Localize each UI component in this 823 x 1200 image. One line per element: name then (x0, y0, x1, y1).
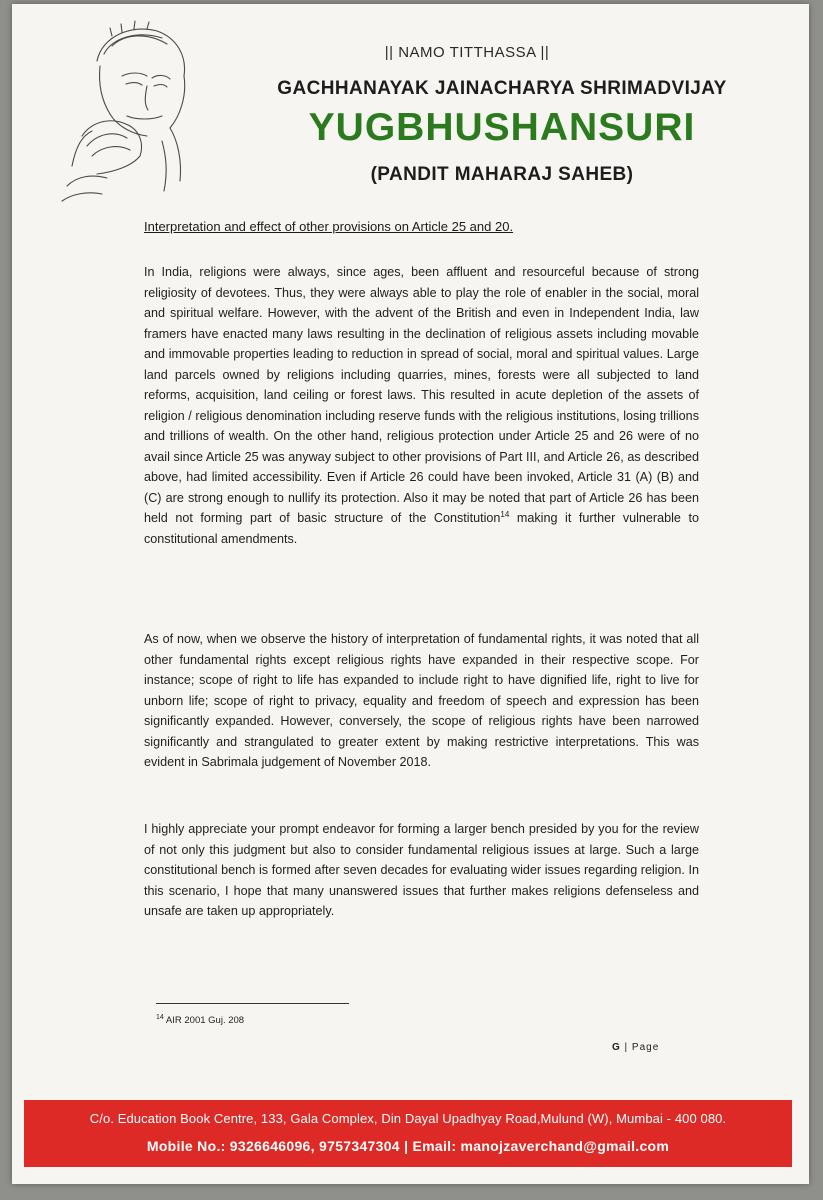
footnote-text: AIR 2001 Guj. 208 (163, 1015, 245, 1026)
section-heading: Interpretation and effect of other provisions on Article 25 and 20. (144, 219, 514, 234)
paragraph-1 (144, 262, 699, 549)
paragraph-1-tail: making it further vulnerable to constitutional amendments. (144, 511, 699, 546)
footnote-ref: 14 (500, 509, 510, 519)
footnote (156, 1015, 244, 1026)
footer-contact: Mobile No.: 9326646096, 9757347304 | Email: manojzaverchand@gmail.com (146, 1138, 670, 1154)
portrait-sketch-icon (52, 16, 202, 211)
title-subtitle: (PANDIT MAHARAJ SAHEB) (370, 164, 634, 185)
paragraph-3: I highly appreciate your prompt endeavor for forming a larger bench presided by you for the review of not only this judgment but also to consider fundamental religious issues at large. Such a large constitutional bench is formed after seven decades for evaluating wider issues regarding religion. In this scenario, I hope that many unanswered issues that further makes religions defenseless and unsafe are taken up appropriately. (144, 822, 699, 918)
paragraph-2: As of now, when we observe the history of interpretation of fundamental rights, it was noted that all other fundamental rights except religious rights have expanded in their respective scope. For instance; scope of right to life has expanded to include right to have dignified life, right to live for unborn life; scope of right to privacy, equality and freedom of speech and expression has been significantly expanded. However, conversely, the scope of religious rights have been narrowed significantly and strangulated to greater extent by making restrictive interpretations. This was evident in Sabrimala judgement of November 2018. (144, 632, 699, 769)
page-number (612, 1042, 659, 1053)
title-line-1: GACHHANAYAK JAINACHARYA SHRIMADVIJAY (277, 78, 727, 99)
footnote-divider (156, 1003, 349, 1004)
page-letter: G (612, 1042, 621, 1053)
page-label: | Page (620, 1042, 660, 1053)
title-name: YUGBHUSHANSURI (308, 106, 696, 149)
invocation-text: || NAMO TITTHASSA || (384, 44, 550, 61)
footer-address: C/o. Education Book Centre, 133, Gala Complex, Din Dayal Upadhyay Road,Mulund (W), Mumbai - 400 080. (89, 1111, 727, 1126)
footnote-number: 14 (156, 1013, 164, 1021)
paragraph-1-text: In India, religions were always, since ages, been affluent and resourceful because of strong religiosity of devotees. Thus, they were always able to play the role of enabler in the social, moral and spiritual welfare. However, with the advent of the British and even in Independent India, law framers have enacted many laws resulting in the declination of religious assets including movable and immovable properties leading to reduction in spread of social, moral and spiritual values. Large land parcels owned by religions including quarries, mines, forests were all subjected to land reforms, acquisition, land ceiling or forest laws. This resulted in acute depletion of the assets of religion / religious denomination including reserve funds with the religious institutions, losing trillions and trillions of wealth. On the other hand, religious protection under Article 25 and 26 were of no avail since Article 25 was anyway subject to other provisions of Part III, and Article 26, as described above, had limited accessibility. Even if Article 26 could have been invoked, Article 31 (A) (B) and (C) are strong enough to nullify its protection. Also it may be noted that part of Article 26 has been held not forming part of basic structure of the Constitution (144, 265, 699, 525)
footer-band (24, 1100, 792, 1167)
document-page (12, 4, 809, 1184)
